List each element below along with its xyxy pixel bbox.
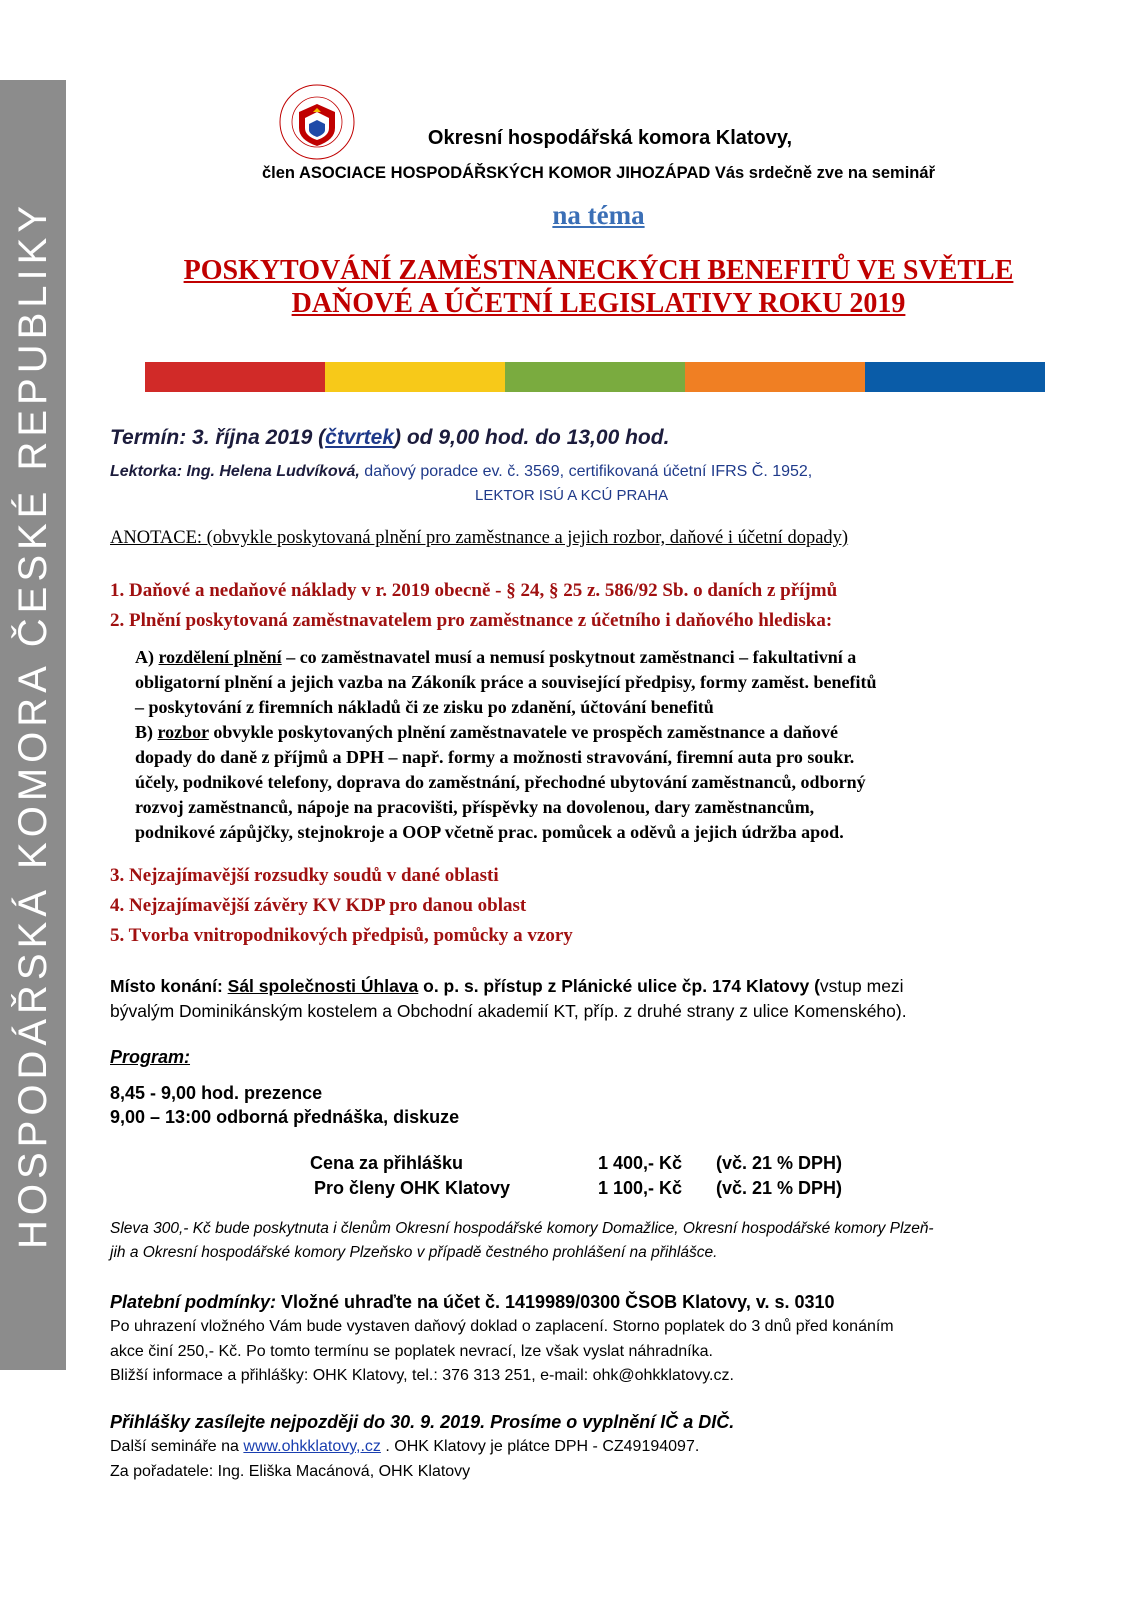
sub-a-line: A) rozdělení plnění – co zaměstnavatel musí a nemusí poskytnout zaměstnanci – fakultativní a [135, 647, 857, 667]
price-value: 1 400,- Kč [598, 1153, 683, 1173]
chamber-logo-icon [277, 82, 357, 162]
venue-note: bývalým Dominikánským kostelem a Obchodní akademií KT, příp. z druhé strany z ulice Komenského). [110, 1001, 907, 1021]
payment-line: akce činí 250,- Kč. Po tomto termínu se poplatek nevrací, lze však vyslat náhradníka. [110, 1343, 713, 1360]
lector-name: Lektorka: Ing. Helena Ludvíková, [110, 463, 360, 480]
point-2: 2. Plnění poskytovaná zaměstnavatelem pro zaměstnance z účetního i daňového hlediska: [110, 610, 833, 631]
org-name: Okresní hospodářská komora Klatovy, [427, 127, 793, 149]
price-vat: (vč. 21 % DPH) [716, 1153, 843, 1173]
lector-description: daňový poradce ev. č. 3569, certifikovaná účetní IFRS Č. 1952, [359, 463, 813, 480]
color-segment [145, 362, 325, 392]
color-bar [145, 362, 1045, 392]
venue-name: Sál společnosti Úhlava [227, 976, 419, 996]
discount-note: jih a Okresní hospodářské komory Plzeňsko v případě čestného prohlášení na přihlášce. [110, 1244, 718, 1261]
title-line-2: DAŇOVÉ A ÚČETNÍ LEGISLATIVY ROKU 2019 [291, 288, 906, 319]
lector-line-2: LEKTOR ISÚ A KCÚ PRAHA [475, 487, 669, 504]
point-1: 1. Daňové a nedaňové náklady v r. 2019 obecně - § 24, § 25 z. 586/92 Sb. o daních z příjmů [110, 580, 838, 601]
sub-b-line: podnikové zápůjčky, stejnokroje a OOP včetně prac. pomůcek a oděvů a jejich údržba apod. [135, 822, 844, 842]
program-title: Program: [110, 1047, 191, 1067]
point-3: 3. Nejzajímavější rozsudky soudů v dané oblasti [110, 865, 499, 886]
sub-b-line: dopady do daně z příjmů a DPH – např. formy a možnosti stravování, firemní auta pro soukr. [135, 747, 855, 767]
annotation: ANOTACE: (obvykle poskytovaná plnění pro zaměstnance a jejich rozbor, daňové i účetní dopady) [110, 528, 849, 548]
topic-label: na téma [552, 200, 645, 230]
invitation-line: člen ASOCIACE HOSPODÁŘSKÝCH KOMOR JIHOZÁPAD Vás srdečně zve na seminář [261, 164, 935, 182]
more-seminars-line: Další semináře na www.ohkklatovy,.cz . OHK Klatovy je plátce DPH - CZ49194097. [110, 1438, 700, 1455]
program-item: 9,00 – 13:00 odborná přednáška, diskuze [110, 1107, 460, 1127]
payment-terms: Platební podmínky: Vložné uhraďte na účet č. 1419989/0300 ČSOB Klatovy, v. s. 0310 [110, 1292, 835, 1312]
color-segment [505, 362, 685, 392]
title-line-1: POSKYTOVÁNÍ ZAMĚSTNANECKÝCH BENEFITŮ VE SVĚTLE [183, 255, 1014, 286]
organizer-line: Za pořadatele: Ing. Eliška Macánová, OHK Klatovy [110, 1463, 471, 1480]
deadline-line: Přihlášky zasílejte nejpozději do 30. 9. 2019. Prosíme o vyplnění IČ a DIČ. [110, 1412, 735, 1432]
price-label: Pro členy OHK Klatovy [314, 1178, 511, 1198]
venue-line: Místo konání: Sál společnosti Úhlava o. p. s. přístup z Plánické ulice čp. 174 Klatovy (vstup mezi [110, 976, 904, 996]
sub-b-line: účely, podnikové telefony, doprava do zaměstnání, přechodné ubytování zaměstnanců, odborný [135, 772, 866, 792]
side-bar-text: HOSPODÁŘSKÁ KOMORA ČESKÉ REPUBLIKY [11, 200, 55, 1250]
sub-a-line: obligatorní plnění a jejich vazba na Zákoník práce a související předpisy, formy zaměst. benefitů [135, 672, 877, 692]
discount-note: Sleva 300,- Kč bude poskytnuta i členům Okresní hospodářské komory Domažlice, Okresní hospodářské komory Plzeň- [110, 1220, 934, 1237]
sub-b-line: rozvoj zaměstnanců, nápoje na pracovišti, příspěvky na dovolenou, dary zaměstnancům, [135, 797, 815, 817]
price-label: Cena za přihlášku [310, 1153, 464, 1173]
color-segment [865, 362, 1045, 392]
date-day: čtvrtek [325, 426, 395, 449]
price-vat: (vč. 21 % DPH) [716, 1178, 843, 1198]
sub-b-line: B) rozbor obvykle poskytovaných plnění zaměstnavatele ve prospěch zaměstnance a daňové [135, 722, 839, 742]
color-segment [685, 362, 865, 392]
website-link[interactable]: www.ohkklatovy,.cz [243, 1438, 381, 1455]
date-line: Termín: 3. října 2019 (čtvrtek) od 9,00 hod. do 13,00 hod. [110, 426, 670, 449]
price-value: 1 100,- Kč [598, 1178, 683, 1198]
contact-line: Bližší informace a přihlášky: OHK Klatovy, tel.: 376 313 251, e-mail: ohk@ohkklatovy.cz. [110, 1367, 734, 1384]
sub-a-line: – poskytování z firemních nákladů či ze zisku po zdanění, účtování benefitů [135, 697, 714, 717]
payment-line: Po uhrazení vložného Vám bude vystaven daňový doklad o zaplacení. Storno poplatek do 3 dnů před konáním [110, 1318, 894, 1335]
point-4: 4. Nejzajímavější závěry KV KDP pro danou oblast [110, 895, 527, 916]
program-item: 8,45 - 9,00 hod. prezence [110, 1083, 323, 1103]
color-segment [325, 362, 505, 392]
point-5: 5. Tvorba vnitropodnikových předpisů, pomůcky a vzory [110, 925, 573, 946]
lector-line [110, 463, 812, 481]
